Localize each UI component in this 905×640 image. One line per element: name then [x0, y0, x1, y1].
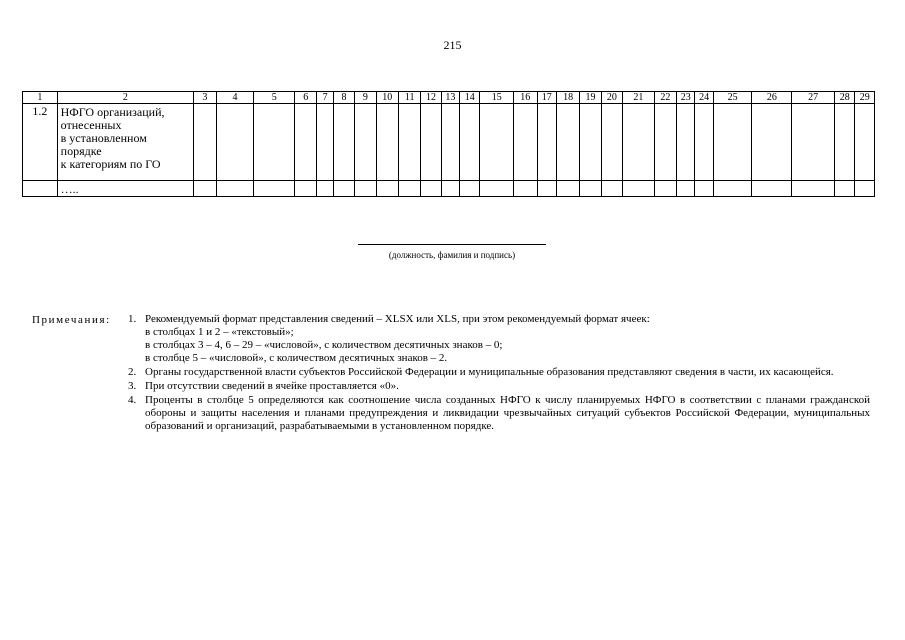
column-header: 7: [317, 92, 333, 104]
empty-cell: [398, 181, 420, 197]
column-header: 10: [376, 92, 398, 104]
empty-cell: [216, 181, 254, 197]
empty-cell: [441, 104, 459, 181]
column-header: 28: [835, 92, 855, 104]
column-header: 21: [623, 92, 655, 104]
column-header: 11: [398, 92, 420, 104]
empty-cell: [580, 104, 601, 181]
column-header: 6: [295, 92, 317, 104]
row-number-cell: 1.2: [23, 104, 58, 181]
row-name-line: к категориям по ГО: [60, 157, 161, 171]
note-item: [128, 380, 870, 393]
empty-cell: [421, 181, 441, 197]
empty-cell: [398, 104, 420, 181]
empty-cell: [855, 181, 875, 197]
empty-cell: [376, 181, 398, 197]
empty-cell: [216, 104, 254, 181]
empty-cell: [441, 181, 459, 197]
data-table: [22, 91, 875, 197]
note-number: 4.: [128, 394, 137, 406]
empty-cell: [752, 104, 792, 181]
column-header: 26: [752, 92, 792, 104]
empty-cell: [654, 181, 676, 197]
empty-cell: [460, 181, 480, 197]
note-text: При отсутствии сведений в ячейке проставляется «0».: [145, 380, 399, 392]
empty-cell: [695, 104, 713, 181]
empty-cell: [421, 104, 441, 181]
empty-cell: [855, 104, 875, 181]
empty-cell: [623, 181, 655, 197]
empty-cell: [654, 104, 676, 181]
empty-cell: [355, 104, 376, 181]
continuation-cell: …..: [57, 181, 194, 197]
table-header-row: [23, 92, 875, 104]
column-header: 27: [792, 92, 835, 104]
empty-cell: [480, 104, 514, 181]
empty-cell: [537, 181, 556, 197]
empty-cell: [580, 181, 601, 197]
empty-cell: [376, 104, 398, 181]
column-header: 18: [556, 92, 579, 104]
empty-cell: [835, 104, 855, 181]
empty-cell: [792, 104, 835, 181]
row-name-line: отнесенных: [60, 118, 122, 132]
empty-cell: [355, 181, 376, 197]
empty-cell: [556, 181, 579, 197]
column-header: 14: [460, 92, 480, 104]
empty-cell: [480, 181, 514, 197]
column-header: 15: [480, 92, 514, 104]
column-header: 29: [855, 92, 875, 104]
empty-cell: [623, 104, 655, 181]
column-header: 4: [216, 92, 254, 104]
empty-cell: [792, 181, 835, 197]
note-number: 2.: [128, 366, 137, 378]
note-item: [128, 394, 870, 433]
column-header: 16: [514, 92, 537, 104]
empty-cell: [333, 181, 354, 197]
note-text: Органы государственной власти субъектов Российской Федерации и муниципальные образования представляют сведения в части, их касающейся.: [145, 366, 834, 378]
empty-cell: [194, 181, 216, 197]
column-header: 19: [580, 92, 601, 104]
empty-cell: [713, 104, 752, 181]
empty-cell: [752, 181, 792, 197]
signature-caption: (должность, фамилия и подпись): [358, 244, 546, 260]
column-header: 3: [194, 92, 216, 104]
empty-cell: [295, 181, 317, 197]
empty-cell: [601, 104, 622, 181]
empty-cell: [295, 104, 317, 181]
empty-cell: [317, 181, 333, 197]
table-row: [23, 181, 875, 197]
column-header: 20: [601, 92, 622, 104]
note-item: [128, 366, 870, 379]
row-name-line: в установленном: [60, 131, 147, 145]
column-header: 22: [654, 92, 676, 104]
empty-cell: [537, 104, 556, 181]
note-text: [145, 313, 870, 365]
column-header: 12: [421, 92, 441, 104]
row-name-line: НФГО организаций,: [60, 105, 165, 119]
note-subline: в столбце 5 – «числовой», с количеством десятичных знаков – 2.: [145, 352, 448, 364]
column-header: 8: [333, 92, 354, 104]
notes-list: [128, 313, 870, 433]
empty-cell: [677, 181, 695, 197]
column-header: 5: [254, 92, 295, 104]
table-row: [23, 104, 875, 181]
empty-cell: [695, 181, 713, 197]
column-header: 23: [677, 92, 695, 104]
column-header: 9: [355, 92, 376, 104]
column-header: 2: [57, 92, 194, 104]
empty-cell: [254, 181, 295, 197]
column-header: 17: [537, 92, 556, 104]
column-header: 13: [441, 92, 459, 104]
row-name-line: порядке: [60, 144, 102, 158]
note-subline: в столбцах 1 и 2 – «текстовый»;: [145, 326, 294, 338]
column-header: 1: [23, 92, 58, 104]
empty-cell: [514, 104, 537, 181]
note-number: 1.: [128, 313, 137, 325]
note-item: [128, 313, 870, 365]
empty-cell: [556, 104, 579, 181]
note-number: 3.: [128, 380, 137, 392]
empty-cell: [514, 181, 537, 197]
empty-cell: [677, 104, 695, 181]
empty-cell: [333, 104, 354, 181]
page-number: 215: [443, 38, 462, 52]
note-text: Проценты в столбце 5 определяются как соотношение числа созданных НФГО к числу планируемых НФГО в соответствии с планами гражданской обороны и защиты населения и планами предупреждения и ликвидации чрезвычайных ситуаций субъектов Российской Федерации, муниципальных образований и организаций, разрабатываемыми в установленном порядке.: [145, 394, 870, 432]
empty-cell: [254, 104, 295, 181]
note-text-line: Рекомендуемый формат представления сведений – XLSX или XLS, при этом рекомендуемый формат ячеек:: [145, 313, 650, 325]
empty-cell: [835, 181, 855, 197]
notes-label: Примечания:: [32, 314, 111, 326]
empty-cell: [601, 181, 622, 197]
column-header: 24: [695, 92, 713, 104]
row-name-cell: [57, 104, 194, 181]
column-header: 25: [713, 92, 752, 104]
empty-cell: [713, 181, 752, 197]
empty-cell: [460, 104, 480, 181]
note-subline: в столбцах 3 – 4, 6 – 29 – «числовой», с количеством десятичных знаков – 0;: [145, 339, 503, 351]
empty-cell: [194, 104, 216, 181]
empty-cell: [23, 181, 58, 197]
empty-cell: [317, 104, 333, 181]
